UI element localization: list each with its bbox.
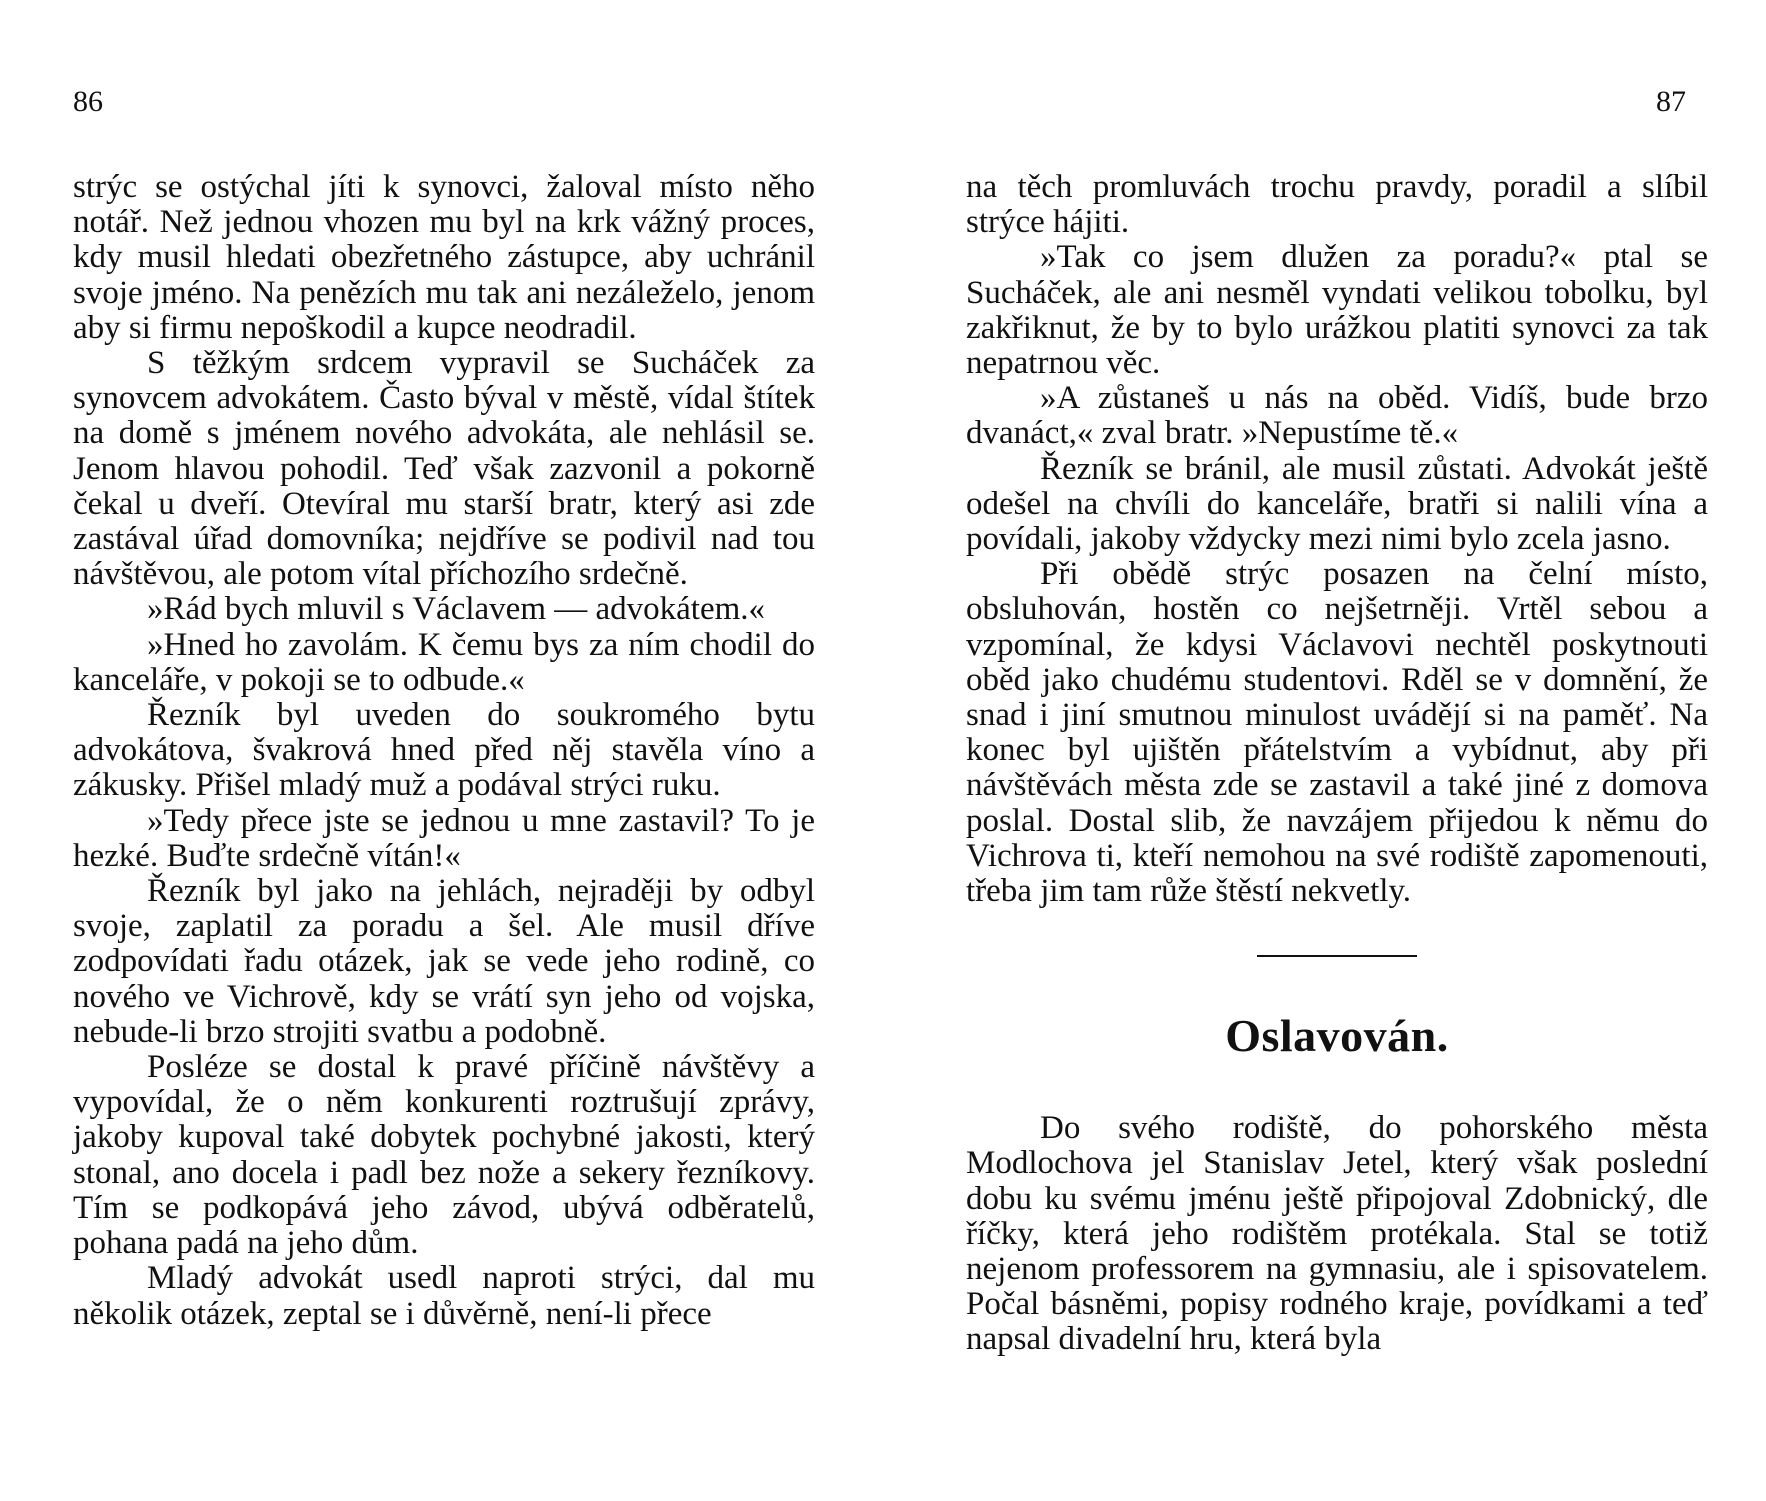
paragraph: Řezník byl jako na jehlách, nejraději by odbyl svoje, zaplatil za poradu a šel. Ale musil dříve zodpovídati řadu otázek, jak se vede jeho rodině, co nového ve Vichrově, kdy se vrátí syn jeho od vojska, nebude-li brzo strojiti svatbu a podobně. [73, 873, 815, 1050]
left-page-number: 86 [73, 85, 103, 118]
paragraph: Do svého rodiště, do pohorského města Modlochova jel Stanislav Jetel, který však poslední dobu ku svému jménu ještě připojoval Zdobnický, dle říčky, která jeho rodištěm protékala. Stal se totiž nejenom professorem na gymnasiu, ale i spisovatelem. Počal básněmi, popisy rodného kraje, povídkami a teď napsal divadelní hru, která byla [966, 1110, 1708, 1358]
paragraph: »A zůstaneš u nás na oběd. Vidíš, bude brzo dvanáct,« zval bratr. »Nepustíme tě.« [966, 380, 1708, 452]
paragraph: S těžkým srdcem vypravil se Sucháček za synovcem advokátem. Často býval v městě, vídal štítek na domě s jménem nového advokáta, ale nehlásil se. Jenom hlavou pohodil. Teď však zazvonil a pokorně čekal u dveří. Otevíral mu starší bratr, který asi zde zastával úřad domovníka; nejdříve se podivil nad tou návštěvou, ale potom vítal příchozího srdečně. [73, 345, 815, 593]
chapter-body [966, 1111, 1708, 1357]
right-page-text [966, 170, 1708, 1358]
section-divider [1257, 955, 1417, 957]
paragraph: »Tedy přece jste se jednou u mne zastavil? To je hezké. Buďte srdečně vítán!« [73, 802, 815, 874]
chapter-title: Oslavován. [1225, 1010, 1449, 1062]
paragraph: Posléze se dostal k pravé příčině návštěvy a vypovídal, že o něm konkurenti roztrušují zprávy, jakoby kupoval také dobytek pochybné jakosti, který stonal, ano docela i padl bez nože a sekery řezníkovy. Tím se podkopává jeho závod, ubývá odběratelů, pohana padá na jeho dům. [73, 1049, 815, 1262]
paragraph: »Rád bych mluvil s Václavem — advokátem.« [147, 591, 766, 628]
paragraph: »Tak co jsem dlužen za poradu?« ptal se Sucháček, ale ani nesměl vyndati velikou tobolku, byl zakřiknut, že by to bylo urážkou platiti synovci za tak nepatrnou věc. [966, 239, 1708, 382]
paragraph: Řezník byl uveden do soukromého bytu advokátova, švakrová hned před něj stavěla víno a zákusky. Přišel mladý muž a podával strýci ruku. [73, 697, 815, 804]
paragraph: »Hned ho zavolám. K čemu bys za ním chodil do kanceláře, v pokoji se to odbude.« [73, 626, 815, 698]
paragraph: Řezník se bránil, ale musil zůstati. Advokát ještě odešel na chvíli do kanceláře, bratři si nalili vína a povídali, jakoby vždycky mezi nimi bylo zcela jasno. [966, 450, 1708, 558]
paragraph: Při obědě strýc posazen na čelní místo, obsluhován, hostěn co nejšetrněji. Vrtěl sebou a vzpomínal, že kdysi Václavovi nechtěl poskytnouti oběd jako chudému studentovi. Rděl se v domnění, že snad i jiní smutnou minulost uvádějí si na paměť. Na konec byl ujištěn přátelstvím a vybídnut, aby při návštěvách města zde se zastavil a také jiné z domova poslal. Dostal slib, že navzájem přijedou k němu do Vichrova ti, kteří nemohou na své rodiště zapomenouti, třeba jim tam růže štěstí nekvetly. [966, 556, 1708, 910]
paragraph: strýc se ostýchal jíti k synovci, žaloval místo něho notář. Než jednou vhozen mu byl na krk vážný proces, kdy musil hledati obezřetného zástupce, aby uchránil svoje jméno. Na penězích mu tak ani nezáleželo, jenom aby si firmu nepoškodil a kupce neodradil. [73, 169, 815, 346]
right-page [883, 0, 1766, 1501]
paragraph: na těch promluvách trochu pravdy, poradil a slíbil strýce hájiti. [966, 169, 1708, 241]
paragraph: Mladý advokát usedl naproti strýci, dal mu několik otázek, zeptal se i důvěrně, není-li přece [73, 1260, 815, 1332]
right-page-number: 87 [1656, 85, 1686, 118]
left-page-text [73, 170, 815, 1332]
